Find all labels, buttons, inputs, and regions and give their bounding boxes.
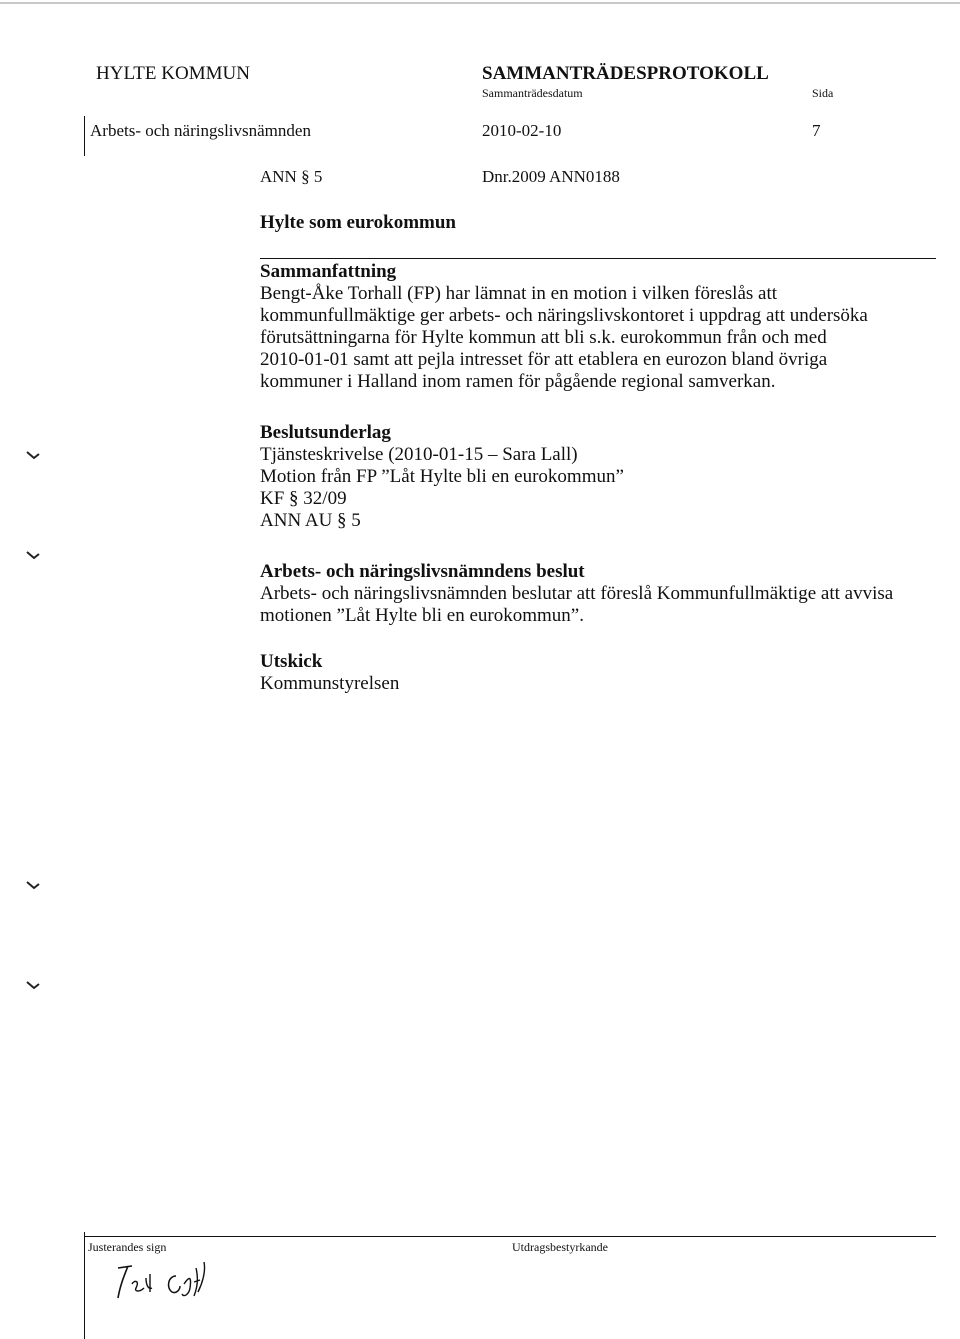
footer-margin-rule: [84, 1232, 85, 1339]
extract-certify-label: Utdragsbestyrkande: [512, 1240, 608, 1254]
basis-section: [260, 422, 940, 532]
dispatch-section: [260, 651, 940, 695]
committee-name: Arbets- och näringslivsnämnden: [90, 121, 311, 140]
document-type: SAMMANTRÄDESPROTOKOLL: [482, 63, 769, 84]
handwritten-signature: [110, 1254, 220, 1302]
page-number: 7: [812, 121, 821, 140]
footer-rule: [84, 1236, 936, 1237]
summary-heading: Sammanfattning: [260, 261, 397, 282]
municipality-name: HYLTE KOMMUN: [96, 63, 250, 84]
basis-heading: Beslutsunderlag: [260, 422, 391, 443]
dispatch-recipient: Kommunstyrelsen: [260, 673, 400, 694]
page-label: Sida: [812, 86, 834, 100]
margin-tick-mark: [26, 550, 40, 560]
basis-line: Tjänsteskrivelse (2010-01-15 – Sara Lall): [260, 444, 578, 465]
justify-sign-label: Justerandes sign: [88, 1240, 167, 1254]
summary-section: [260, 261, 940, 393]
decision-line: Arbets- och näringslivsnämnden beslutar att föreslå Kommunfullmäktige att avvisa: [260, 583, 894, 604]
meeting-date: 2010-02-10: [482, 121, 562, 140]
margin-tick-mark: [26, 880, 40, 890]
margin-rule: [84, 116, 85, 156]
margin-tick-mark: [26, 980, 40, 990]
summary-line: Bengt-Åke Torhall (FP) har lämnat in en motion i vilken föreslås att: [260, 283, 778, 304]
summary-line: 2010-01-01 samt att pejla intresset för att etablera en eurozon bland övriga: [260, 349, 828, 370]
summary-line: kommunfullmäktige ger arbets- och näringslivskontoret i uppdrag att undersöka: [260, 305, 868, 326]
item-title: Hylte som eurokommun: [260, 212, 456, 233]
scan-edge-line: [0, 2, 960, 4]
decision-section: [260, 561, 940, 627]
basis-line: KF § 32/09: [260, 488, 347, 509]
margin-tick-mark: [26, 450, 40, 460]
basis-line: ANN AU § 5: [260, 510, 361, 531]
basis-line: Motion från FP ”Låt Hylte bli en eurokommun”: [260, 466, 624, 487]
date-label: Sammanträdesdatum: [482, 86, 583, 100]
summary-line: förutsättningarna för Hylte kommun att bli s.k. eurokommun från och med: [260, 327, 827, 348]
dnr-ref: Dnr.2009 ANN0188: [482, 167, 620, 186]
summary-line: kommuner i Halland inom ramen för pågående regional samverkan.: [260, 371, 776, 392]
paragraph-ref: ANN § 5: [260, 167, 323, 186]
dispatch-heading: Utskick: [260, 651, 323, 672]
title-rule: [260, 258, 936, 259]
decision-line: motionen ”Låt Hylte bli en eurokommun”.: [260, 605, 584, 626]
decision-heading: Arbets- och näringslivsnämndens beslut: [260, 561, 585, 582]
